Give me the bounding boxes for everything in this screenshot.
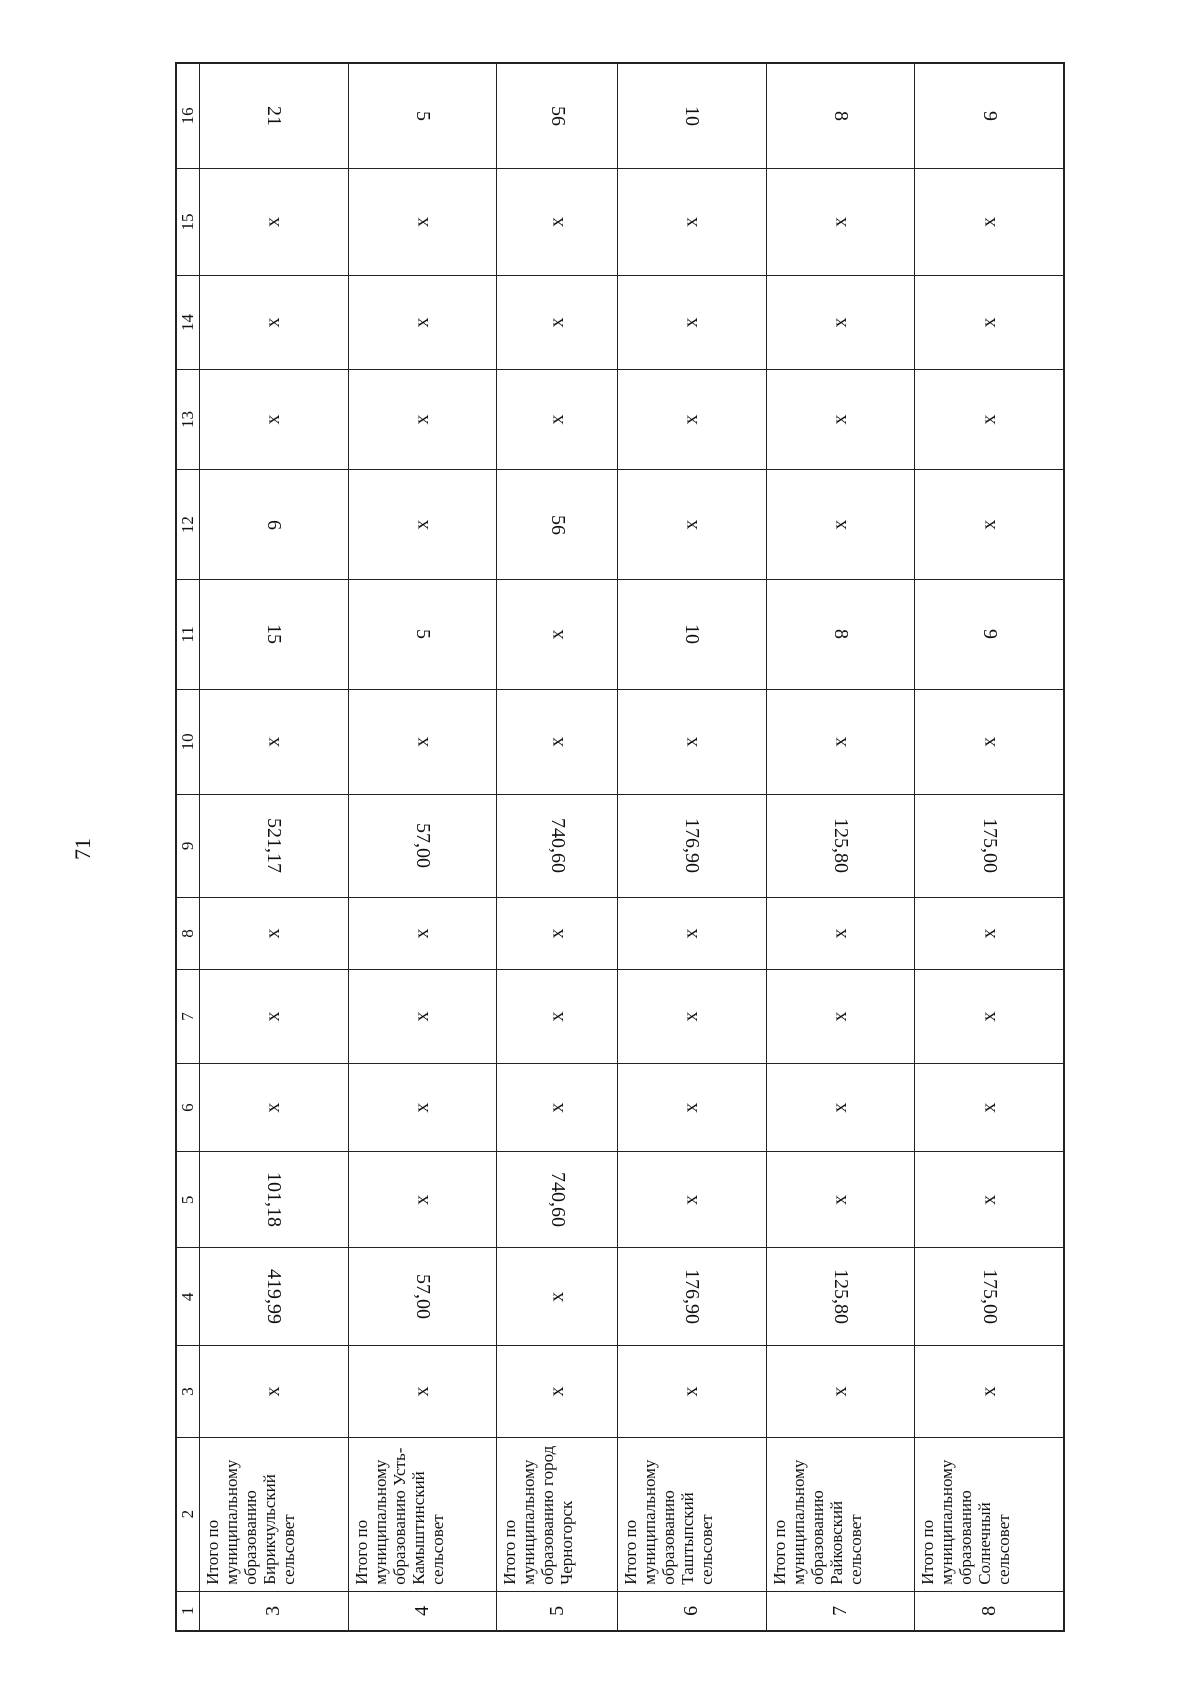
cell-c4: x <box>497 1248 618 1346</box>
cell-value: 8 <box>829 629 852 640</box>
table-row <box>766 63 915 1631</box>
col-header-5: 5 <box>176 1152 200 1248</box>
cell-c13: x <box>915 369 1064 469</box>
cell-c13: x <box>766 369 915 469</box>
cell-value: 740,60 <box>546 818 569 874</box>
table-body <box>200 63 1065 1631</box>
cell-value: 521,17 <box>263 818 286 874</box>
cell-c9 <box>497 794 618 897</box>
cell-c8: x <box>766 897 915 969</box>
cell-c15: x <box>200 168 349 275</box>
cell-c9 <box>618 794 767 897</box>
cell-value: 57,00 <box>411 823 434 869</box>
cell-c8: x <box>200 897 349 969</box>
table-row <box>618 63 767 1631</box>
cell-c13: x <box>348 369 497 469</box>
cell-c3: x <box>618 1346 767 1437</box>
cell-c11: x <box>497 580 618 690</box>
row-name: Итого по муниципальному образованию Бирикчульский сельсовет <box>200 1437 349 1591</box>
cell-value: 419,99 <box>263 1269 286 1325</box>
col-header-10: 10 <box>176 689 200 794</box>
cell-c4 <box>915 1248 1064 1346</box>
cell-c8: x <box>915 897 1064 969</box>
cell-value: 57,00 <box>411 1274 434 1320</box>
cell-c8: x <box>618 897 767 969</box>
cell-c16 <box>618 63 767 168</box>
cell-value: 56 <box>546 105 569 126</box>
cell-value: 125,80 <box>829 818 852 874</box>
cell-c16 <box>348 63 497 168</box>
row-number: 4 <box>348 1591 497 1631</box>
row-number: 3 <box>200 1591 349 1631</box>
cell-c6: x <box>766 1063 915 1152</box>
cell-c15: x <box>618 168 767 275</box>
cell-c3: x <box>766 1346 915 1437</box>
cell-c7: x <box>618 970 767 1063</box>
row-name: Итого по муниципальному образованию Солнечный сельсовет <box>915 1437 1064 1591</box>
cell-c15: x <box>915 168 1064 275</box>
cell-c10: x <box>497 689 618 794</box>
cell-c9 <box>200 794 349 897</box>
cell-c16 <box>497 63 618 168</box>
cell-c6: x <box>200 1063 349 1152</box>
cell-c14: x <box>915 276 1064 369</box>
col-header-8: 8 <box>176 897 200 969</box>
cell-c7: x <box>766 970 915 1063</box>
cell-c4 <box>618 1248 767 1346</box>
cell-c3: x <box>497 1346 618 1437</box>
cell-c13: x <box>200 369 349 469</box>
cell-c4 <box>766 1248 915 1346</box>
cell-value: 10 <box>681 624 704 645</box>
col-header-1: 1 <box>176 1591 200 1631</box>
cell-c3: x <box>915 1346 1064 1437</box>
cell-c15: x <box>766 168 915 275</box>
cell-c6: x <box>497 1063 618 1152</box>
col-header-13: 13 <box>176 369 200 469</box>
header-row <box>176 63 200 1631</box>
cell-c6: x <box>348 1063 497 1152</box>
cell-c13: x <box>618 369 767 469</box>
table-row <box>497 63 618 1631</box>
cell-value: 5 <box>411 629 434 640</box>
col-header-3: 3 <box>176 1346 200 1437</box>
cell-c4 <box>348 1248 497 1346</box>
cell-c15: x <box>348 168 497 275</box>
table-rotated-wrapper <box>175 62 1065 1632</box>
cell-c16 <box>766 63 915 168</box>
cell-c11 <box>200 580 349 690</box>
cell-c5: x <box>915 1152 1064 1248</box>
cell-c8: x <box>497 897 618 969</box>
cell-c5: x <box>618 1152 767 1248</box>
cell-c5 <box>497 1152 618 1248</box>
cell-c3: x <box>200 1346 349 1437</box>
row-name: Итого по муниципальному образованию Райковский сельсовет <box>766 1437 915 1591</box>
cell-c12: x <box>348 470 497 580</box>
cell-c7: x <box>348 970 497 1063</box>
data-table <box>175 62 1065 1632</box>
row-name: Итого по муниципальному образованию Усть-Камыштинский сельсовет <box>348 1437 497 1591</box>
cell-value: 56 <box>546 514 569 535</box>
cell-c11 <box>766 580 915 690</box>
page-number: 71 <box>70 838 95 860</box>
row-number: 7 <box>766 1591 915 1631</box>
cell-c12: x <box>915 470 1064 580</box>
table-row <box>915 63 1064 1631</box>
cell-value: 175,00 <box>978 818 1001 874</box>
col-header-2: 2 <box>176 1437 200 1591</box>
row-name: Итого по муниципальному образованию Таштыпский сельсовет <box>618 1437 767 1591</box>
cell-value: 9 <box>978 110 1001 121</box>
cell-c10: x <box>618 689 767 794</box>
row-number: 5 <box>497 1591 618 1631</box>
cell-c10: x <box>766 689 915 794</box>
cell-c7: x <box>915 970 1064 1063</box>
cell-c9 <box>348 794 497 897</box>
cell-c10: x <box>915 689 1064 794</box>
cell-c14: x <box>766 276 915 369</box>
cell-value: 6 <box>263 519 286 530</box>
cell-value: 101,18 <box>263 1172 286 1228</box>
col-header-6: 6 <box>176 1063 200 1152</box>
cell-c12: x <box>766 470 915 580</box>
cell-value: 5 <box>411 110 434 121</box>
col-header-4: 4 <box>176 1248 200 1346</box>
cell-c8: x <box>348 897 497 969</box>
col-header-7: 7 <box>176 970 200 1063</box>
row-number: 6 <box>618 1591 767 1631</box>
cell-c14: x <box>497 276 618 369</box>
cell-c5 <box>200 1152 349 1248</box>
col-header-15: 15 <box>176 168 200 275</box>
cell-c6: x <box>915 1063 1064 1152</box>
cell-value: 125,80 <box>829 1269 852 1325</box>
cell-c7: x <box>497 970 618 1063</box>
cell-c5: x <box>766 1152 915 1248</box>
row-number: 8 <box>915 1591 1064 1631</box>
cell-c11 <box>618 580 767 690</box>
cell-value: 15 <box>263 624 286 645</box>
cell-c7: x <box>200 970 349 1063</box>
cell-c14: x <box>200 276 349 369</box>
cell-c16 <box>200 63 349 168</box>
cell-c11 <box>915 580 1064 690</box>
cell-c12 <box>497 470 618 580</box>
cell-value: 9 <box>978 629 1001 640</box>
cell-c14: x <box>348 276 497 369</box>
col-header-9: 9 <box>176 794 200 897</box>
table-row <box>348 63 497 1631</box>
col-header-16: 16 <box>176 63 200 168</box>
cell-c9 <box>915 794 1064 897</box>
cell-c6: x <box>618 1063 767 1152</box>
cell-c10: x <box>348 689 497 794</box>
col-header-11: 11 <box>176 580 200 690</box>
cell-value: 176,90 <box>681 818 704 874</box>
row-name: Итого по муниципальному образованию город Черногорск <box>497 1437 618 1591</box>
cell-c4 <box>200 1248 349 1346</box>
cell-c12: x <box>618 470 767 580</box>
cell-c15: x <box>497 168 618 275</box>
cell-value: 740,60 <box>546 1172 569 1228</box>
table-row <box>200 63 349 1631</box>
cell-c3: x <box>348 1346 497 1437</box>
cell-c9 <box>766 794 915 897</box>
cell-c12 <box>200 470 349 580</box>
cell-c16 <box>915 63 1064 168</box>
cell-value: 176,90 <box>681 1269 704 1325</box>
cell-value: 175,00 <box>978 1269 1001 1325</box>
cell-c13: x <box>497 369 618 469</box>
cell-value: 8 <box>829 110 852 121</box>
col-header-14: 14 <box>176 276 200 369</box>
cell-value: 21 <box>263 105 286 126</box>
cell-c11 <box>348 580 497 690</box>
col-header-12: 12 <box>176 470 200 580</box>
cell-c14: x <box>618 276 767 369</box>
cell-value: 10 <box>681 105 704 126</box>
cell-c10: x <box>200 689 349 794</box>
cell-c5: x <box>348 1152 497 1248</box>
